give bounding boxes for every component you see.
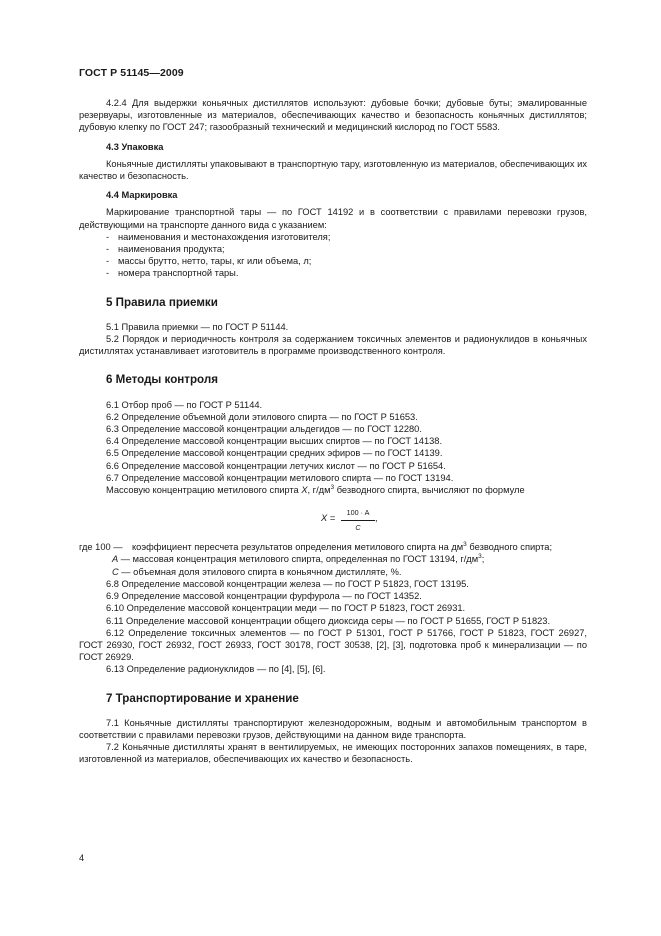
paragraph-6-6: 6.6 Определение массовой концентрации летучих кислот — по ГОСТ Р 51654.: [106, 460, 446, 471]
paragraph-6-10: 6.10 Определение массовой концентрации меди — по ГОСТ Р 51823, ГОСТ 26931.: [106, 603, 466, 614]
list-item: - наименования и местонахождения изготовителя;: [106, 231, 331, 242]
document-body: [79, 97, 587, 766]
formula-fraction: [341, 507, 375, 534]
definition-a: A — массовая концентрация метилового спирта, определенная по ГОСТ 13194, $г/дм^3$;: [112, 553, 485, 565]
paragraph-6-7: 6.7 Определение массовой концентрации метилового спирта — по ГОСТ 13194.: [106, 472, 454, 483]
list-item: - массы брутто, нетто, тары, кг или объема, л;: [106, 256, 312, 267]
document-code-header: ГОСТ Р 51145—2009: [79, 67, 184, 79]
paragraph-6-8: 6.8 Определение массовой концентрации железа — по ГОСТ Р 51823, ГОСТ 13195.: [106, 578, 469, 589]
subsection-title-4-3: 4.3 Упаковка: [106, 141, 164, 152]
list-item: - наименования продукта;: [106, 244, 225, 255]
where-text: коэффициент пересчета результатов определения метилового спирта на $дм^3$ безводного спирта;: [132, 541, 553, 553]
paragraph-6-4: 6.4 Определение массовой концентрации высших спиртов — по ГОСТ 14138.: [106, 436, 443, 447]
paragraph-6-2: 6.2 Определение объемной доли этилового спирта — по ГОСТ Р 51653.: [106, 411, 418, 422]
formula-intro: Массовую концентрацию метилового спирта X, $г/дм^3$ безводного спирта, вычисляют по формуле: [106, 484, 525, 496]
paragraph-6-9: 6.9 Определение массовой концентрации фурфурола — по ГОСТ 14352.: [106, 591, 422, 602]
formula-end: ,: [375, 513, 378, 524]
paragraph-4-2-4: 4.2.4 Для выдержки коньячных дистиллятов используют: дубовые бочки; дубовые буты; эмалированные резервуары, изготовленные из материалов, обеспечивающих качество и безопасность коньячных дистиллятов; дубовую клепку по ГОСТ 247; газообразный технический и медицинский кислород по ГОСТ 5583.: [79, 98, 587, 133]
section-title-6: 6 Методы контроля: [106, 373, 218, 387]
where-label: где 100 —: [79, 542, 123, 553]
paragraph-6-11: 6.11 Определение массовой концентрации общего диоксида серы — по ГОСТ Р 51655, ГОСТ Р 51823.: [106, 615, 551, 626]
paragraph-7-2: 7.2 Коньячные дистилляты хранят в вентилируемых, не имеющих посторонних запахов помещениях, в таре, изготовленной из материалов, обеспечивающих их качество и безопасность.: [79, 742, 587, 765]
subsection-title-4-4: 4.4 Маркировка: [106, 190, 178, 201]
formula-lhs: X =: [321, 513, 336, 524]
formula-numerator: 100 · A: [341, 507, 375, 521]
definition-c: C — объемная доля этилового спирта в коньячном дистилляте, %.: [112, 566, 402, 577]
paragraph-6-1: 6.1 Отбор проб — по ГОСТ Р 51144.: [106, 399, 263, 410]
paragraph-5-1: 5.1 Правила приемки — по ГОСТ Р 51144.: [106, 321, 289, 332]
page-number: 4: [79, 853, 85, 863]
paragraph-6-12: 6.12 Определение токсичных элементов — по ГОСТ Р 51301, ГОСТ Р 51766, ГОСТ Р 51823, ГОСТ 26927, ГОСТ 26930, ГОСТ 26932, ГОСТ 26933, ГОСТ 30178, ГОСТ 30538, [2], [3], подготовка проб к минерализации — по ГОСТ 26929.: [79, 627, 587, 663]
section-title-5: 5 Правила приемки: [106, 295, 218, 309]
list-item: - номера транспортной тары.: [106, 268, 239, 279]
paragraph-6-5: 6.5 Определение массовой концентрации средних эфиров — по ГОСТ 14139.: [106, 448, 443, 459]
paragraph-6-3: 6.3 Определение массовой концентрации альдегидов — по ГОСТ 12280.: [106, 424, 422, 435]
formula: [79, 508, 587, 533]
paragraph-4-3: Коньячные дистилляты упаковывают в транспортную тару, изготовленную из материалов, обеспечивающих их качество и безопасность.: [79, 158, 587, 182]
paragraph-7-1: 7.1 Коньячные дистилляты транспортируют железнодорожным, водным и автомобильным транспортом в соответствии с правилами перевозки грузов, действующими на данном виде транспорта.: [79, 717, 587, 740]
where-definition: [79, 541, 587, 553]
paragraph-4-4: Маркирование транспортной тары — по ГОСТ 14192 и в соответствии с правилами перевозки грузов, действующими на транспорте данного вида с указанием:: [79, 207, 587, 230]
paragraph-5-2: 5.2 Порядок и периодичность контроля за содержанием токсичных элементов и радионуклидов в коньячных дистиллятах устанавливает изготовитель в программе производственного контроля.: [79, 334, 587, 357]
section-title-7: 7 Транспортирование и хранение: [106, 691, 299, 705]
formula-denominator: C: [355, 523, 361, 533]
paragraph-6-13: 6.13 Определение радионуклидов — по [4], [5], [6].: [106, 664, 326, 675]
